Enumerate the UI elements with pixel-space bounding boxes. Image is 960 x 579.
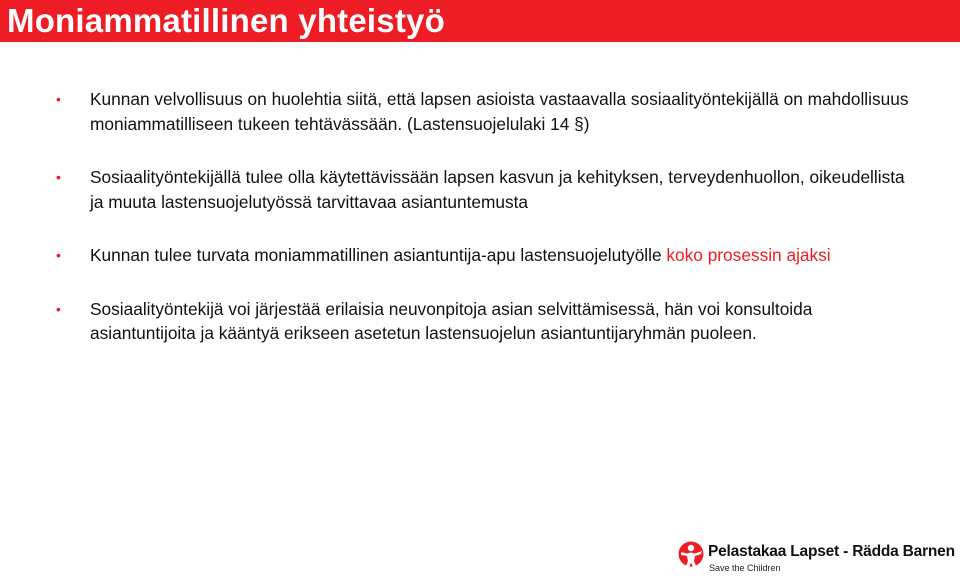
bullet-text: Sosiaalityöntekijällä tulee olla käytettävissään lapsen kasvun ja kehityksen, terveydenhuollon, oikeudellista ja muuta lastensuojelutyössä tarvittavaa asiantuntemusta (90, 167, 905, 212)
bullet-item (0, 87, 960, 136)
bullet-list (0, 87, 960, 346)
bullet-item (0, 165, 960, 214)
bullet-dot-icon: • (56, 169, 61, 185)
bullet-item (0, 243, 960, 268)
title-bar (0, 0, 960, 42)
bullet-text: Kunnan velvollisuus on huolehtia siitä, että lapsen asioista vastaavalla sosiaalityöntekijällä on mahdollisuus moniammatilliseen tukeen tehtävässään. (Lastensuojelulaki 14 §) (90, 89, 909, 134)
bullet-dot-icon: • (56, 91, 61, 107)
logo-name: Pelastakaa Lapset - Rädda Barnen (708, 543, 955, 560)
bullet-text: Kunnan tulee turvata moniammatillinen asiantuntija-apu lastensuojelutyölle (90, 245, 667, 265)
bullet-highlight-text: koko prosessin ajaksi (666, 245, 831, 265)
organization-logo (676, 540, 955, 578)
bullet-dot-icon: • (56, 300, 61, 317)
bullet-dot-icon: • (56, 247, 61, 263)
save-the-children-figure-icon (676, 540, 706, 576)
slide-title: Moniammatillinen yhteistyö (7, 2, 445, 39)
logo-subtitle: Save the Children (709, 563, 781, 573)
bullet-item (0, 297, 960, 346)
bullet-text: Sosiaalityöntekijä voi järjestää erilaisia neuvonpitoja asian selvittämisessä, hän voi konsultoida asiantuntijoita ja kääntyä erikseen asetetun lastensuojelun asiantuntijaryhmän puoleen. (90, 298, 813, 343)
